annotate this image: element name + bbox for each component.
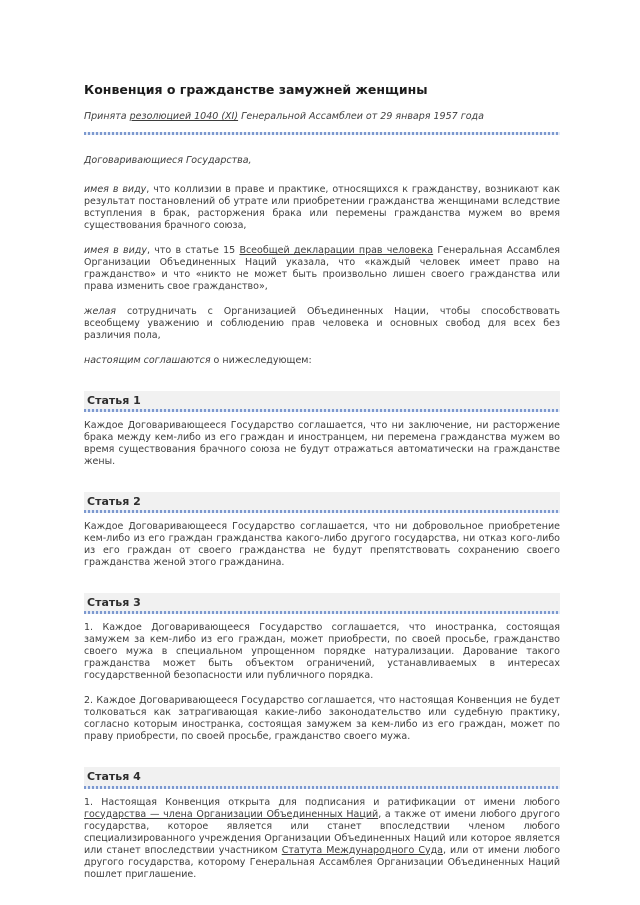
article-2-heading: Статья 2: [84, 492, 560, 510]
paragraph-text: сотрудничать с Организацией Объединенных Нации, чтобы способствовать всеобщему уважению и соблюдению прав человека и основных свобод для всех без различия пола,: [84, 305, 560, 341]
dotted-divider: [84, 510, 560, 513]
resolution-1040-link[interactable]: резолюцией 1040 (XI): [129, 111, 239, 122]
lead-in: желая: [84, 305, 117, 317]
preamble-paragraph-3: [84, 306, 560, 342]
paragraph-text: , или от имени любого другого государства, которому Генеральная Ассамблея Организации Объединенных Наций пошлет приглашение.: [84, 844, 561, 880]
article-1-heading: Статья 1: [84, 391, 560, 409]
paragraph-text: о нижеследующем:: [210, 354, 312, 366]
paragraph-text: , что в статье 15: [146, 244, 240, 256]
paragraph-text: Генеральная Ассамблея Организации Объединенных Наций указала, что «каждый человек имеет право на гражданство» и что «никто не может быть произвольно лишен своего гражданства или права изменить свое гражданство»,: [84, 244, 561, 292]
page-title: Конвенция о гражданстве замужней женщины: [84, 82, 428, 97]
preamble-agreement: [84, 355, 560, 367]
preamble-paragraph-1: [84, 184, 560, 232]
article-3-heading: Статья 3: [84, 593, 560, 611]
article-2-text: Каждое Договаривающееся Государство соглашается, что ни добровольное приобретение кем-либо из его граждан гражданства какого-либо другого государства, ни отказ кого-либо из его граждан от своего гражданства не будут препятствовать сохранению своего гражданства женой этого гражданина.: [84, 521, 560, 569]
article-4-heading: Статья 4: [84, 767, 560, 785]
dotted-divider: [84, 132, 560, 135]
dotted-divider: [84, 786, 560, 789]
un-member-state-link[interactable]: государства — члена Организации Объединенных Наций: [84, 808, 379, 820]
lead-in: имея в виду: [84, 244, 147, 256]
subtitle-prefix: Принята: [84, 111, 130, 122]
dotted-divider: [84, 611, 560, 614]
paragraph-text: , что коллизии в праве и практике, относящихся к гражданству, возникают как результат постановлений об утрате или приобретении гражданства женщинами вследствие вступления в брак, расторжения брака или перемены гражданства мужем во время существования брачного союза,: [84, 183, 560, 231]
article-1-text: Каждое Договаривающееся Государство соглашается, что ни заключение, ни расторжение брака между кем-либо из его граждан и иностранцем, ни перемена гражданства мужем во время существования брачного союза не будут отражаться автоматически на гражданстве жены.: [84, 420, 560, 468]
paragraph-text: 1. Настоящая Конвенция открыта для подписания и ратификации от имени любого: [84, 796, 560, 808]
document-page: [84, 82, 560, 894]
lead-in: настоящим соглашаются: [84, 354, 211, 366]
article-3-paragraph-1: 1. Каждое Договаривающееся Государство соглашается, что иностранка, состоящая замужем за кем-либо из его граждан, может приобрести, по своей просьбе, гражданство своего мужа в специальном упрощенном порядке натурализации. Дарование такого гражданства может быть объектом ограничений, устанавливаемых в интересах государственной безопасности или публичного порядка.: [84, 622, 560, 682]
subtitle-suffix: Генеральной Ассамблеи от 29 января 1957 года: [238, 111, 484, 122]
preamble-parties: Договаривающиеся Государства,: [84, 154, 252, 166]
icj-statute-link[interactable]: Статута Международного Суда: [281, 844, 443, 856]
udhr-link[interactable]: Всеобщей декларации прав человека: [239, 244, 434, 256]
article-3: [84, 593, 560, 743]
document-subtitle: [84, 111, 560, 123]
article-4-paragraph-1: [84, 797, 560, 881]
dotted-divider: [84, 409, 560, 412]
paragraph-text: , а также от имени любого другого государства, которое является или станет впоследствии членом любого специализированного учреждения Организации Объединенных Наций или которое является или станет впоследствии участником: [84, 808, 560, 856]
lead-in: имея в виду: [84, 183, 147, 195]
preamble-paragraph-2: [84, 245, 560, 293]
article-2: [84, 492, 560, 569]
article-4: [84, 767, 560, 880]
article-3-paragraph-2: 2. Каждое Договаривающееся Государство соглашается, что настоящая Конвенция не будет толковаться как затрагивающая какие-либо законодательство или судебную практику, согласно которым иностранка, состоящая замужем за кем-либо из его граждан, может по праву приобрести, по своей просьбе, гражданство своего мужа.: [84, 695, 560, 743]
article-1: [84, 391, 560, 468]
